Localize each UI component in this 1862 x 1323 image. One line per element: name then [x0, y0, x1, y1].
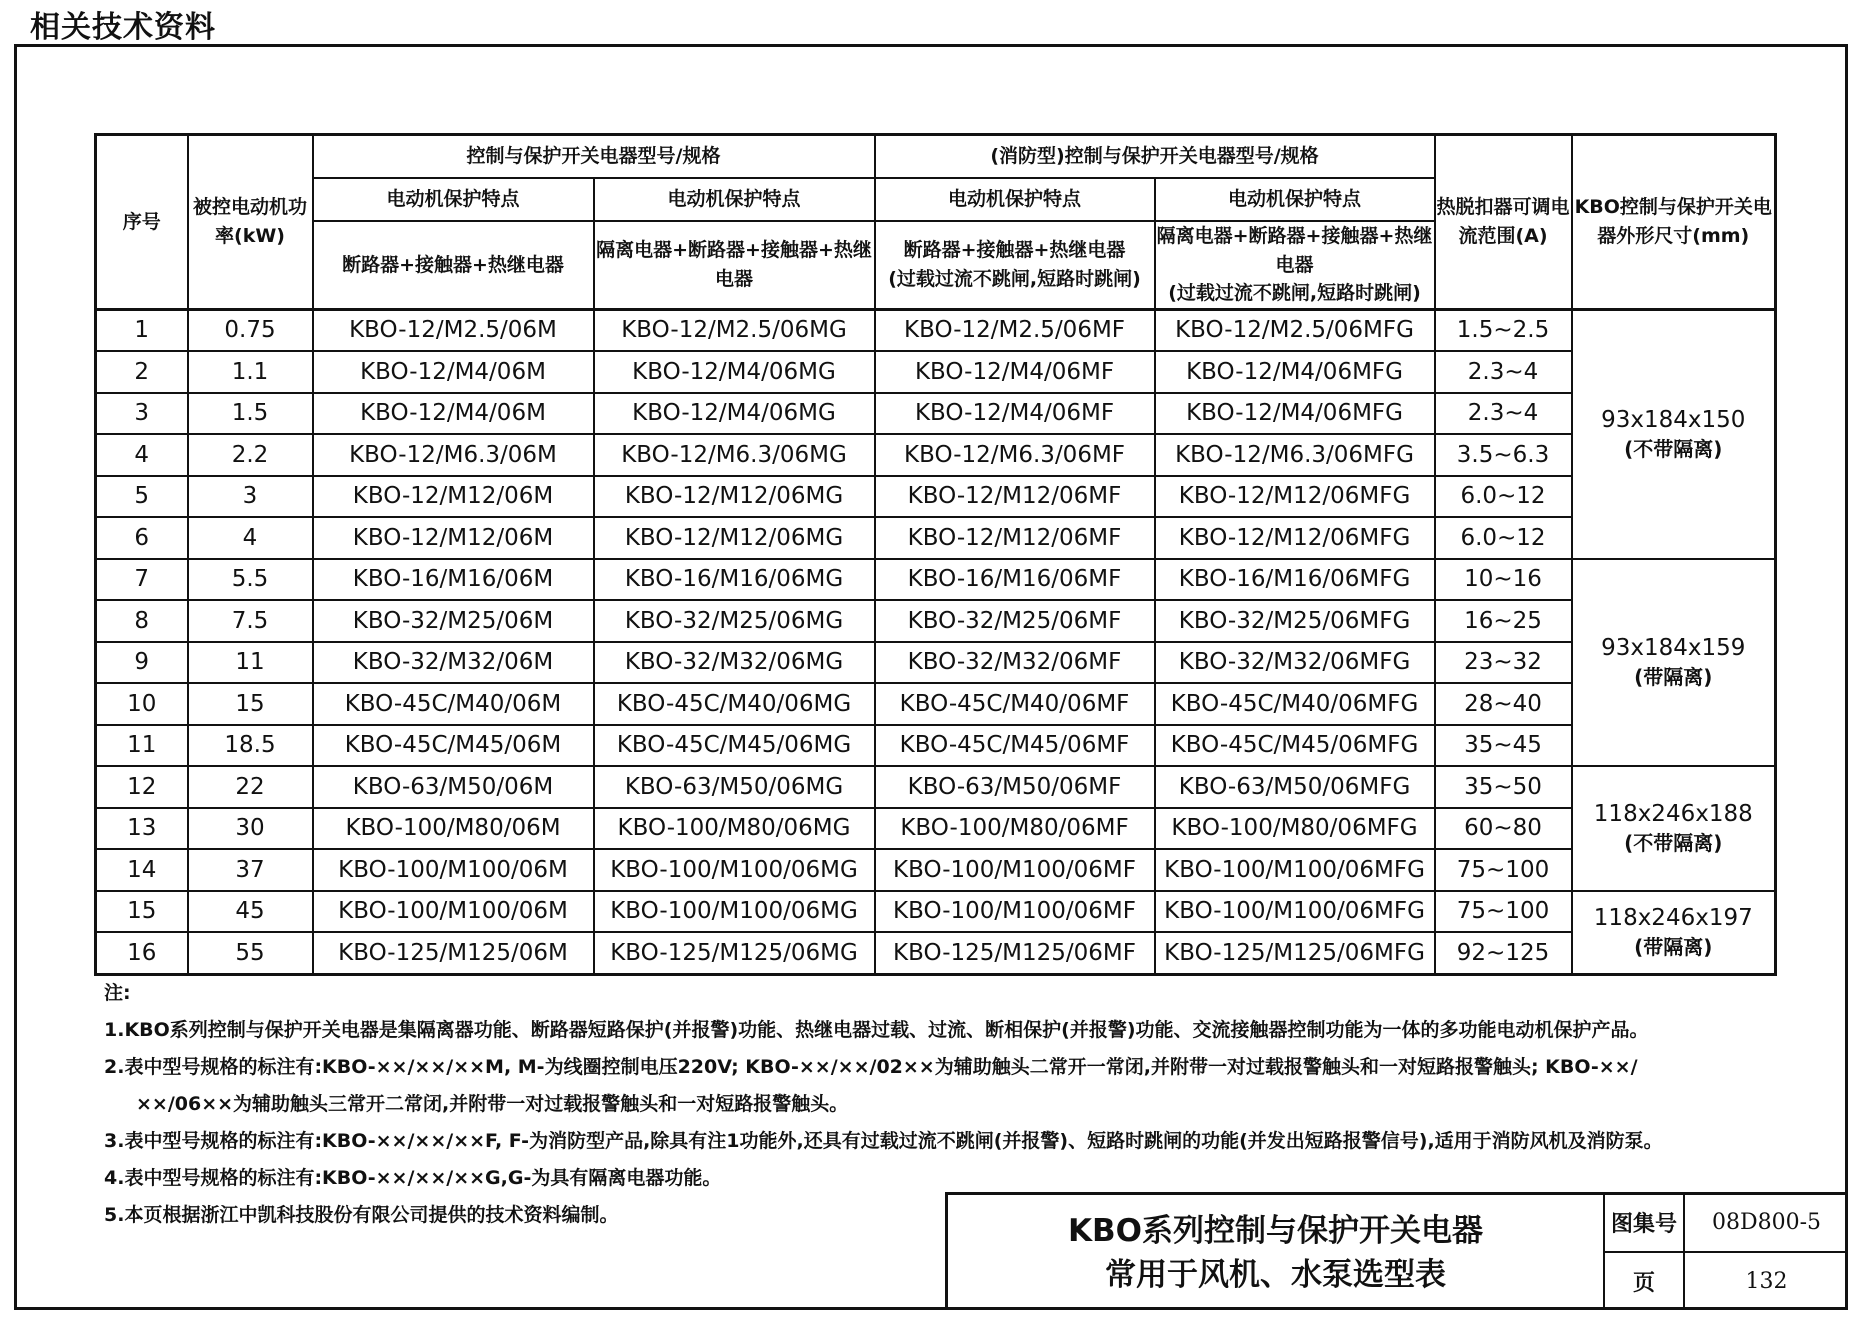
- motor-power-cell: 1.1: [188, 351, 313, 393]
- model-mf-cell: KBO-100/M80/06MF: [875, 808, 1155, 850]
- header-desc-c-line1: 断路器+接触器+热继电器: [903, 239, 1126, 262]
- model-mfg-cell: KBO-125/M125/06MFG: [1155, 932, 1435, 974]
- model-mfg-cell: KBO-100/M100/06MFG: [1155, 891, 1435, 933]
- model-mg-cell: KBO-12/M6.3/06MG: [594, 434, 875, 476]
- dimension-cell: [1572, 309, 1776, 559]
- table-row: [96, 766, 1776, 808]
- header-power: 被控电动机功率(kW): [188, 135, 313, 310]
- model-mfg-cell: KBO-16/M16/06MFG: [1155, 559, 1435, 601]
- dimension-size: 118x246x188: [1593, 801, 1753, 828]
- header-group-fire: (消防型)控制与保护开关电器型号/规格: [875, 135, 1435, 179]
- model-mfg-cell: KBO-12/M12/06MFG: [1155, 517, 1435, 559]
- model-m-cell: KBO-100/M100/06M: [313, 849, 594, 891]
- atlas-number: 08D800-5: [1685, 1195, 1848, 1253]
- model-mf-cell: KBO-100/M100/06MF: [875, 891, 1155, 933]
- model-mfg-cell: KBO-12/M6.3/06MFG: [1155, 434, 1435, 476]
- header-desc-d: [1155, 221, 1435, 309]
- model-m-cell: KBO-63/M50/06M: [313, 766, 594, 808]
- row-number-cell: 9: [96, 642, 188, 684]
- table-row: [96, 725, 1776, 767]
- title-block: [945, 1192, 1848, 1310]
- header-thermal-range: 热脱扣器可调电流范围(A): [1435, 135, 1572, 310]
- thermal-range-cell: 35~45: [1435, 725, 1572, 767]
- note-item: 2.表中型号规格的标注有:KBO-××/××/××M, M-为线圈控制电压220V; KBO-××/××/02××为辅助触头二常开一常闭,并附带一对过载报警触头和一对短路报警触头; KBO-××/: [104, 1056, 1638, 1078]
- dimension-size: 93x184x150: [1601, 406, 1746, 433]
- motor-power-cell: 30: [188, 808, 313, 850]
- table-row: [96, 600, 1776, 642]
- header-feature-c: 电动机保护特点: [875, 178, 1155, 221]
- model-mg-cell: KBO-16/M16/06MG: [594, 559, 875, 601]
- row-number-cell: 4: [96, 434, 188, 476]
- motor-power-cell: 2.2: [188, 434, 313, 476]
- model-mg-cell: KBO-12/M12/06MG: [594, 476, 875, 518]
- header-desc-d-line2: (过载过流不跳闸,短路时跳闸): [1168, 282, 1421, 304]
- table-row: [96, 476, 1776, 518]
- model-mfg-cell: KBO-12/M2.5/06MFG: [1155, 309, 1435, 351]
- model-m-cell: KBO-12/M4/06M: [313, 351, 594, 393]
- thermal-range-cell: 3.5~6.3: [1435, 434, 1572, 476]
- motor-power-cell: 15: [188, 683, 313, 725]
- note-item: 1.KBO系列控制与保护开关电器是集隔离器功能、断路器短路保护(并报警)功能、热继电器过载、过流、断相保护(并报警)功能、交流接触器控制功能为一体的多功能电动机保护产品。: [104, 1019, 1649, 1041]
- thermal-range-cell: 2.3~4: [1435, 351, 1572, 393]
- motor-power-cell: 55: [188, 932, 313, 974]
- page-header: 相关技术资料: [30, 10, 216, 45]
- model-mf-cell: KBO-32/M25/06MF: [875, 600, 1155, 642]
- model-m-cell: KBO-16/M16/06M: [313, 559, 594, 601]
- drawing-title-line1: KBO系列控制与保护开关电器: [1067, 1212, 1483, 1249]
- model-m-cell: KBO-45C/M40/06M: [313, 683, 594, 725]
- dimension-cell: [1572, 766, 1776, 891]
- table-row: [96, 559, 1776, 601]
- row-number-cell: 15: [96, 891, 188, 933]
- notes-heading: 注:: [104, 982, 131, 1004]
- model-m-cell: KBO-100/M80/06M: [313, 808, 594, 850]
- model-mf-cell: KBO-16/M16/06MF: [875, 559, 1155, 601]
- model-mf-cell: KBO-45C/M45/06MF: [875, 725, 1155, 767]
- model-mg-cell: KBO-12/M4/06MG: [594, 393, 875, 435]
- table-row: [96, 393, 1776, 435]
- model-m-cell: KBO-32/M25/06M: [313, 600, 594, 642]
- model-mf-cell: KBO-100/M100/06MF: [875, 849, 1155, 891]
- model-m-cell: KBO-12/M12/06M: [313, 476, 594, 518]
- model-m-cell: KBO-100/M100/06M: [313, 891, 594, 933]
- page-number: 132: [1745, 1268, 1788, 1294]
- row-number-cell: 12: [96, 766, 188, 808]
- model-mf-cell: KBO-45C/M40/06MF: [875, 683, 1155, 725]
- model-mf-cell: KBO-12/M12/06MF: [875, 517, 1155, 559]
- model-mg-cell: KBO-100/M100/06MG: [594, 891, 875, 933]
- model-mg-cell: KBO-100/M100/06MG: [594, 849, 875, 891]
- header-feature-b: 电动机保护特点: [594, 178, 875, 221]
- header-desc-c-line2: (过载过流不跳闸,短路时跳闸): [888, 267, 1141, 290]
- model-m-cell: KBO-12/M4/06M: [313, 393, 594, 435]
- model-m-cell: KBO-12/M2.5/06M: [313, 309, 594, 351]
- table-body: [96, 309, 1776, 974]
- motor-power-cell: 37: [188, 849, 313, 891]
- table-row: [96, 808, 1776, 850]
- model-mfg-cell: KBO-100/M100/06MFG: [1155, 849, 1435, 891]
- thermal-range-cell: 16~25: [1435, 600, 1572, 642]
- dimension-note: (带隔离): [1634, 935, 1713, 960]
- thermal-range-cell: 2.3~4: [1435, 393, 1572, 435]
- model-mf-cell: KBO-12/M12/06MF: [875, 476, 1155, 518]
- model-mg-cell: KBO-32/M25/06MG: [594, 600, 875, 642]
- thermal-range-cell: 6.0~12: [1435, 517, 1572, 559]
- row-number-cell: 1: [96, 309, 188, 351]
- dimension-cell: [1572, 559, 1776, 767]
- motor-power-cell: 11: [188, 642, 313, 684]
- dimension-size: 93x184x159: [1601, 635, 1746, 662]
- thermal-range-cell: 10~16: [1435, 559, 1572, 601]
- model-mfg-cell: KBO-12/M4/06MFG: [1155, 393, 1435, 435]
- note-item: 5.本页根据浙江中凯科技股份有限公司提供的技术资料编制。: [104, 1204, 619, 1226]
- table-row: [96, 932, 1776, 974]
- motor-power-cell: 1.5: [188, 393, 313, 435]
- model-mf-cell: KBO-12/M4/06MF: [875, 351, 1155, 393]
- thermal-range-cell: 35~50: [1435, 766, 1572, 808]
- row-number-cell: 8: [96, 600, 188, 642]
- model-mg-cell: KBO-12/M4/06MG: [594, 351, 875, 393]
- model-m-cell: KBO-125/M125/06M: [313, 932, 594, 974]
- table-row: [96, 849, 1776, 891]
- model-mfg-cell: KBO-45C/M45/06MFG: [1155, 725, 1435, 767]
- motor-power-cell: 18.5: [188, 725, 313, 767]
- motor-power-cell: 45: [188, 891, 313, 933]
- model-m-cell: KBO-12/M6.3/06M: [313, 434, 594, 476]
- thermal-range-cell: 75~100: [1435, 849, 1572, 891]
- model-mfg-cell: KBO-63/M50/06MFG: [1155, 766, 1435, 808]
- dimension-note: (不带隔离): [1624, 831, 1723, 856]
- row-number-cell: 10: [96, 683, 188, 725]
- model-m-cell: KBO-32/M32/06M: [313, 642, 594, 684]
- model-mf-cell: KBO-12/M2.5/06MF: [875, 309, 1155, 351]
- model-mfg-cell: KBO-32/M25/06MFG: [1155, 600, 1435, 642]
- header-desc-c: [875, 221, 1155, 309]
- table-row: [96, 683, 1776, 725]
- row-number-cell: 2: [96, 351, 188, 393]
- note-item: 3.表中型号规格的标注有:KBO-××/××/××F, F-为消防型产品,除具有注1功能外,还具有过载过流不跳闸(并报警)、短路时跳闸的功能(并发出短路报警信号),适用于消防风机及消防泵。: [104, 1130, 1663, 1152]
- model-mg-cell: KBO-125/M125/06MG: [594, 932, 875, 974]
- header-seq: 序号: [96, 135, 188, 310]
- model-mfg-cell: KBO-12/M4/06MFG: [1155, 351, 1435, 393]
- header-feature-d: 电动机保护特点: [1155, 178, 1435, 221]
- atlas-number-label: 图集号: [1605, 1195, 1685, 1253]
- thermal-range-cell: 60~80: [1435, 808, 1572, 850]
- row-number-cell: 7: [96, 559, 188, 601]
- model-mg-cell: KBO-63/M50/06MG: [594, 766, 875, 808]
- model-mf-cell: KBO-63/M50/06MF: [875, 766, 1155, 808]
- thermal-range-cell: 6.0~12: [1435, 476, 1572, 518]
- model-mf-cell: KBO-12/M4/06MF: [875, 393, 1155, 435]
- model-m-cell: KBO-12/M12/06M: [313, 517, 594, 559]
- model-mg-cell: KBO-45C/M45/06MG: [594, 725, 875, 767]
- thermal-range-cell: 75~100: [1435, 891, 1572, 933]
- note-item: 4.表中型号规格的标注有:KBO-××/××/××G,G-为具有隔离电器功能。: [104, 1167, 722, 1189]
- row-number-cell: 6: [96, 517, 188, 559]
- model-mf-cell: KBO-32/M32/06MF: [875, 642, 1155, 684]
- model-mfg-cell: KBO-45C/M40/06MFG: [1155, 683, 1435, 725]
- table-row: [96, 309, 1776, 351]
- motor-power-cell: 5.5: [188, 559, 313, 601]
- table-row: [96, 351, 1776, 393]
- row-number-cell: 11: [96, 725, 188, 767]
- header-desc-b: 隔离电器+断路器+接触器+热继电器: [594, 221, 875, 309]
- motor-power-cell: 3: [188, 476, 313, 518]
- model-mf-cell: KBO-12/M6.3/06MF: [875, 434, 1155, 476]
- table-row: [96, 642, 1776, 684]
- dimension-note: (带隔离): [1634, 665, 1713, 690]
- table-row: [96, 517, 1776, 559]
- model-mf-cell: KBO-125/M125/06MF: [875, 932, 1155, 974]
- motor-power-cell: 4: [188, 517, 313, 559]
- dimension-note: (不带隔离): [1624, 437, 1723, 462]
- thermal-range-cell: 92~125: [1435, 932, 1572, 974]
- dimension-cell: [1572, 891, 1776, 975]
- page-label: 页: [1605, 1253, 1685, 1311]
- model-mg-cell: KBO-100/M80/06MG: [594, 808, 875, 850]
- selection-table: [94, 133, 1777, 976]
- row-number-cell: 13: [96, 808, 188, 850]
- note-item: ××/06××为辅助触头三常开二常闭,并附带一对过载报警触头和一对短路报警触头。: [136, 1093, 849, 1115]
- thermal-range-cell: 28~40: [1435, 683, 1572, 725]
- table-row: [96, 434, 1776, 476]
- model-mfg-cell: KBO-32/M32/06MFG: [1155, 642, 1435, 684]
- model-mg-cell: KBO-32/M32/06MG: [594, 642, 875, 684]
- drawing-title-line2: 常用于风机、水泵选型表: [1105, 1256, 1446, 1293]
- row-number-cell: 3: [96, 393, 188, 435]
- drawing-title: [948, 1195, 1605, 1310]
- model-mfg-cell: KBO-12/M12/06MFG: [1155, 476, 1435, 518]
- thermal-range-cell: 23~32: [1435, 642, 1572, 684]
- dimension-size: 118x246x197: [1593, 904, 1753, 931]
- header-dimensions: KBO控制与保护开关电器外形尺寸(mm): [1572, 135, 1776, 310]
- model-mfg-cell: KBO-100/M80/06MFG: [1155, 808, 1435, 850]
- model-mg-cell: KBO-45C/M40/06MG: [594, 683, 875, 725]
- row-number-cell: 16: [96, 932, 188, 974]
- motor-power-cell: 0.75: [188, 309, 313, 351]
- motor-power-cell: 7.5: [188, 600, 313, 642]
- model-m-cell: KBO-45C/M45/06M: [313, 725, 594, 767]
- model-mg-cell: KBO-12/M2.5/06MG: [594, 309, 875, 351]
- header-feature-a: 电动机保护特点: [313, 178, 594, 221]
- table-row: [96, 891, 1776, 933]
- row-number-cell: 14: [96, 849, 188, 891]
- header-group-standard: 控制与保护开关电器型号/规格: [313, 135, 875, 179]
- header-desc-d-line1: 隔离电器+断路器+接触器+热继电器: [1156, 225, 1433, 276]
- model-mg-cell: KBO-12/M12/06MG: [594, 517, 875, 559]
- row-number-cell: 5: [96, 476, 188, 518]
- thermal-range-cell: 1.5~2.5: [1435, 309, 1572, 351]
- motor-power-cell: 22: [188, 766, 313, 808]
- header-desc-a: 断路器+接触器+热继电器: [313, 221, 594, 309]
